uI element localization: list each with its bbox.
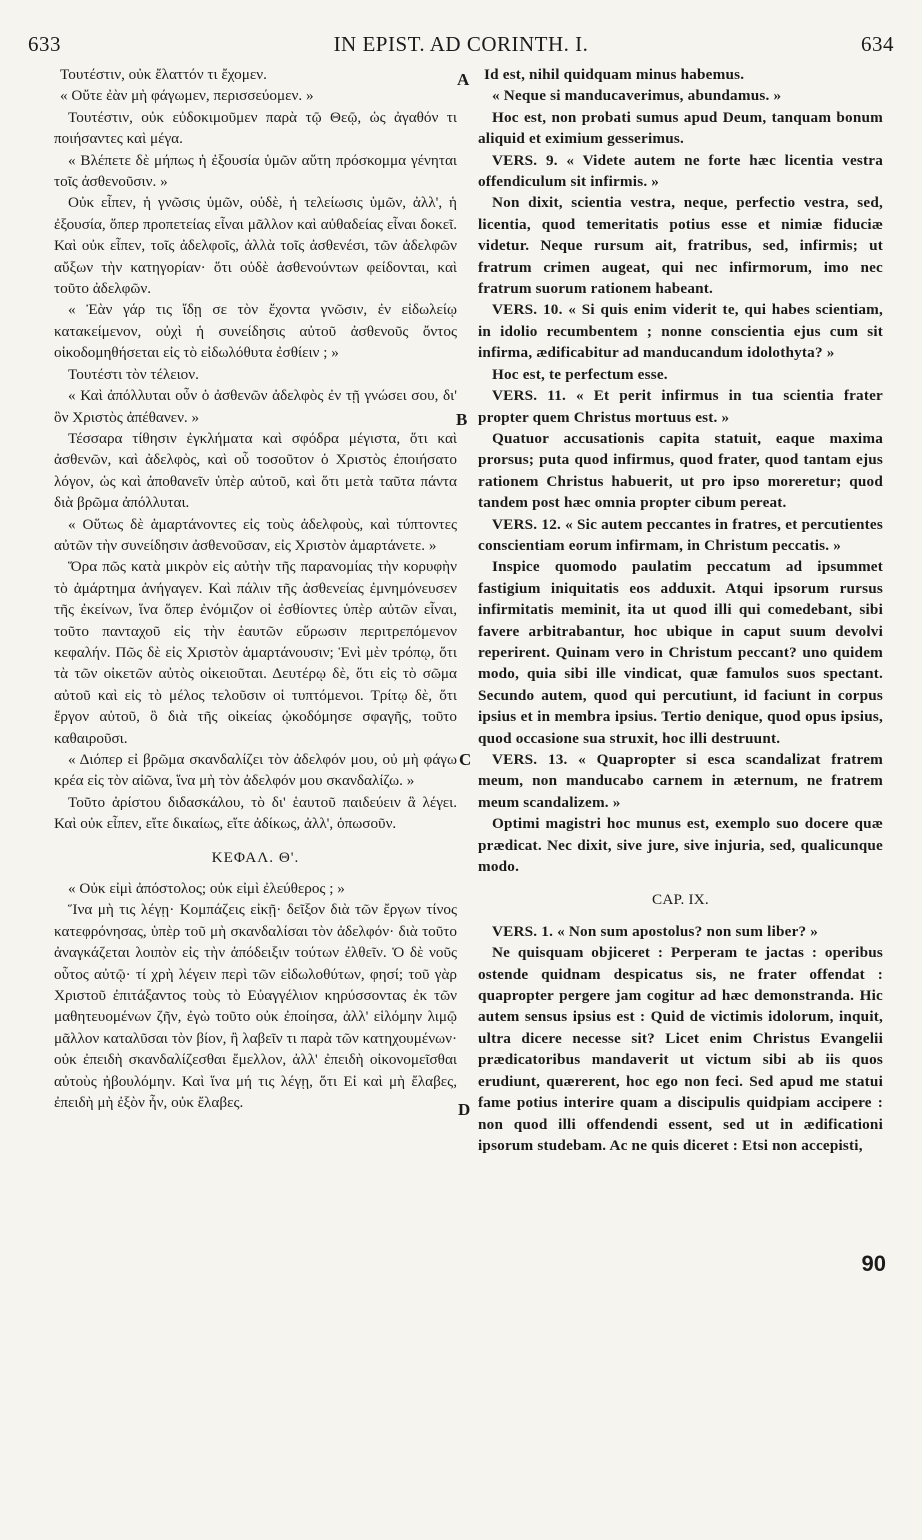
greek-quote: « Διόπερ εἰ βρῶμα σκανδαλίζει τὸν ἀδελφόν μου, οὐ μὴ φάγω κρέα εἰς τὸν αἰῶνα, ἵνα μὴ τὸν ἀδελφόν μου σκανδαλίζω. » xyxy=(54,751,457,790)
latin-verse: VERS. 1. « Non sum apostolus? non sum liber? » xyxy=(492,922,819,940)
latin-quote: « Neque si manducaverimus, abundamus. » xyxy=(492,87,782,105)
latin-verse: VERS. 9. « Videte autem ne forte hæc licentia vestra offendiculum sit infirmis. » xyxy=(478,151,883,191)
latin-paragraph: Quatuor accusationis capita statuit, eaque maxima prorsus; puta quod infirmus, quod frater, quod tantam ejus rationem Christus habuerit, ut pro ipso moreretur; quod tandem post hæc omnia propter cibum pereat. xyxy=(478,429,883,512)
greek-quote: « Οὕτως δὲ ἁμαρτάνοντες εἰς τοὺς ἀδελφοὺς, καὶ τύπτοντες αὐτῶν τὴν συνείδησιν ἀσθενοῦσαν, εἰς Χριστὸν ἁμαρτάνετε. » xyxy=(54,515,457,554)
column-number: 90 xyxy=(861,1251,886,1276)
latin-column xyxy=(478,64,883,1156)
greek-chapter-heading: ΚΕΦΑΛ. Θ'. xyxy=(211,848,300,866)
latin-paragraph: Id est, nihil quidquam minus habemus. xyxy=(484,66,745,83)
greek-paragraph: Τέσσαρα τίθησιν ἐγκλήματα καὶ σφόδρα μέγιστα, ὅτι καὶ ἀσθενῶν, καὶ ἀδελφὸς, καὶ οὗ τοσοῦτον ὁ Χριστὸς ἐποιήσατο λόγον, ὡς καὶ ἀποθανεῖν ὑπὲρ αὐτοῦ, καὶ ὅτι μετὰ ταῦτα πάντα διὰ βρῶμα ἀπόλλυται. xyxy=(54,429,457,512)
margin-marker-d: D xyxy=(458,1100,471,1119)
right-page-number: 634 xyxy=(861,32,894,56)
latin-verse: VERS. 11. « Et perit infirmus in tua scientia frater propter quem Christus mortuus est. » xyxy=(478,387,883,426)
greek-quote: « Καὶ ἀπόλλυται οὖν ὁ ἀσθενῶν ἀδελφὸς ἐν τῇ γνώσει σου, δι' ὃν Χριστὸς ἀπέθανεν. » xyxy=(54,387,457,426)
latin-verse: VERS. 13. « Quapropter si esca scandalizat fratrem meum, non manducabo carnem in æternum, ne fratrem meum scandalizem. » xyxy=(478,751,883,811)
latin-paragraph: Hoc est, te perfectum esse. xyxy=(492,365,668,383)
latin-chapter-heading: CAP. IX. xyxy=(652,891,709,909)
greek-paragraph: Τοῦτο ἀρίστου διδασκάλου, τὸ δι' ἑαυτοῦ παιδεύειν ἃ λέγει. Καὶ οὐκ εἶπεν, εἴτε δικαίως, εἴτε ἀδίκως, ἀλλ', ὁπωσοῦν. xyxy=(54,793,457,833)
greek-quote: « Οὔτε ἐὰν μὴ φάγωμεν, περισσεύομεν. » xyxy=(60,87,314,105)
margin-marker-c: C xyxy=(459,750,472,769)
running-title: IN EPIST. AD CORINTH. I. xyxy=(333,32,589,56)
greek-paragraph: Ἵνα μὴ τις λέγῃ· Κομπάζεις εἰκῇ· δεῖξον διὰ τῶν ἔργων τίνος κατεφρόνησας, ὑπὲρ τοῦ μὴ σκανδαλίσαι τὸν ἀδελφόν· διὰ τοῦτο ἀναγκάζεται λοιπὸν εἰς τὴν ἀπόδειξιν τούτων ἐλθεῖν. Ὁ δὲ νοῦς οὗτος αὐτῷ· τί χρὴ λέγειν περὶ τῶν εἰδωλοθύτων, φησί; τοῦ γὰρ Χριστοῦ ἐπιτάξαντος τοὺς τὸ Εὐαγγέλιον κηρύσσοντας ἐκ τῶν μαθητευομένων ζῆν, ἐγὼ τοῦτο οὐκ ἐποίησα, ἀλλ' εἱλόμην λιμῷ μᾶλλον καταλῦσαι τὸν βίον, ἢ λαβεῖν τι παρὰ τῶν κατηχουμένων· οὐκ ἐπειδὴ σκανδαλίζεσθαι ἔμελλον, ἀλλ' ἐπειδὴ οἰκονομεῖσθαι αὐτοὺς ἠβουλόμην. Καὶ ἵνα μή τις λέγῃ, ὅτι Εἰ καὶ μὴ ἔλαβες, ἐπειδὴ μὴ ἐξὸν ἦν, οὐκ ἔλαβες. xyxy=(54,901,457,1112)
greek-paragraph: Τουτέστιν, οὐκ ἔλαττόν τι ἔχομεν. xyxy=(60,66,267,83)
page-header xyxy=(0,0,922,60)
greek-paragraph: Τουτέστι τὸν τέλειον. xyxy=(68,365,199,383)
greek-paragraph: Τουτέστιν, οὐκ εὐδοκιμοῦμεν παρὰ τῷ Θεῷ, ὡς ἀγαθόν τι ποιήσαντες καὶ μέγα. xyxy=(54,108,457,148)
latin-verse: VERS. 12. « Sic autem peccantes in fratres, et percutientes conscientiam eorum infirmam, in Christum peccatis. » xyxy=(478,515,883,554)
latin-paragraph: Non dixit, scientia vestra, neque, perfectio vestra, sed, licentia, quod temeritatis potius esse et nimiæ fiduciæ videtur. Neque rursum ait, fratribus, sed, infirmis; ut fratrum crimen augeat, qui nec infirmorum, imo nec fratrum suorum rationem habeant. xyxy=(478,194,883,298)
greek-column xyxy=(54,64,457,1114)
greek-quote: « Ἐὰν γάρ τις ἴδῃ σε τὸν ἔχοντα γνῶσιν, ἐν εἰδωλείῳ κατακείμενον, οὐχὶ ἡ συνείδησις αὐτοῦ ἀσθενοῦς ὄντος οἰκοδομηθήσεται εἰς τὸ εἰδωλόθυτα ἐσθίειν ; » xyxy=(54,301,457,362)
margin-marker-b: B xyxy=(456,410,468,429)
latin-verse: VERS. 10. « Si quis enim viderit te, qui habes scientiam, in idolio recumbentem ; nonne conscientia ejus cum sit infirma, ædificabitur ad manducandum idolothyta? » xyxy=(478,301,883,362)
greek-quote: « Οὐκ εἰμὶ ἀπόστολος; οὐκ εἰμὶ ἐλεύθερος ; » xyxy=(68,880,345,898)
left-page-number: 633 xyxy=(28,32,61,56)
latin-paragraph: Optimi magistri hoc munus est, exemplo suo docere quæ prædicat. Nec dixit, sive jure, sive injuria, sed, qualicunque modo. xyxy=(478,815,883,876)
latin-paragraph: Hoc est, non probati sumus apud Deum, tanquam bonum aliquid et eximium gesserimus. xyxy=(478,108,883,148)
latin-paragraph: Ne quisquam objiceret : Perperam te jactas : operibus ostende quidnam despicatus sis, ne frater offendat : quapropter pergere jam cogitur ad hæc demonstranda. Hic autem sensus ipsius est : Quid de victimis idolorum, inquit, ultra dicere necesse sit? Licet enim Christus Evangelii prædicatoribus mandaverit ut victum sibi ab iis quos erudiunt, quærerent, hoc ego non feci. Sed apud me statui fame potius interire quam a discipulis quidpiam accipere : non quod illi offendendi essent, sed ut in ædificationi ipsorum studebam. Ac ne quis diceret : Etsi non accepisti, xyxy=(478,944,883,1154)
greek-paragraph: Οὐκ εἶπεν, ἡ γνῶσις ὑμῶν, οὐδὲ, ἡ τελείωσις ὑμῶν, ἀλλ', ἡ ἐξουσία, ὅπερ προπετείας εἶναι μᾶλλον καὶ αὐθαδείας εἶναι δοκεῖ. Καὶ οὐκ εἶπεν, τοῖς ἀδελφοῖς, ἀλλὰ τοῖς ἀσθενέσι, τῶν ἀδελφῶν αὔξων τὴν κατηγορίαν· ὅτι οὐδὲ ἀσθενούντων φείδονται, καὶ τοῦτο ἀδελφῶν. xyxy=(54,194,457,298)
greek-quote: « Βλέπετε δὲ μήπως ἡ ἐξουσία ὑμῶν αὕτη πρόσκομμα γένηται τοῖς ἀσθενοῦσιν. » xyxy=(54,151,457,191)
margin-marker-a: A xyxy=(457,70,470,89)
greek-paragraph: Ὅρα πῶς κατὰ μικρὸν εἰς αὐτὴν τῆς παρανομίας τὴν κορυφὴν τὸ ἁμάρτημα ἀνήγαγεν. Καὶ πάλιν τῆς ἀσθενείας ἐμνημόνευσεν τῆς ἐκείνων, ἵνα ὅπερ ἐνόμιζον οἱ ἐσθίοντες ὑπὲρ αὐτῶν εἶναι, τοῦτο πανταχοῦ εἰς τὴν ἑαυτῶν εὕρωσιν περιτρεπόμενον κεφαλήν. Πῶς δὲ εἰς Χριστὸν ἁμαρτάνουσιν; Ἑνὶ μὲν τρόπῳ, ὅτι τὰ τῶν οἰκετῶν αὐτὸς οἰκειοῦται. Δευτέρῳ δὲ, ὅτι εἰς τὸ σῶμα αὐτοῦ καὶ εἰς τὸ μέλος τελοῦσιν οἱ τυπτόμενοι. Τρίτῳ δὲ, ὅτι ἔργον αὐτοῦ, ὃ διὰ τῆς οἰκείας ᾠκοδόμησε σφαγῆς, τοῦτο καθαιροῦσι. xyxy=(54,558,457,747)
latin-paragraph: Inspice quomodo paulatim peccatum ad ipsummet fastigium iniquitatis eos adduxit. Atqui ipsorum rursus infirmitatis meminit, ita ut quod illi qui comedebant, sibi favere arbitrabantur, hoc ubique in caput suum devolvi reperirent. Quinam vero in Christum peccant? uno quidem modo, quia sibi ille vindicat, quæ famulos suos spectant. Secundo autem, quod qui percutiunt, id faciunt in corpus ipsius et in membra ipsius. Tertio denique, quod opus ipsius, quod occasione sua struxit, hoc illi destruunt. xyxy=(478,558,883,747)
